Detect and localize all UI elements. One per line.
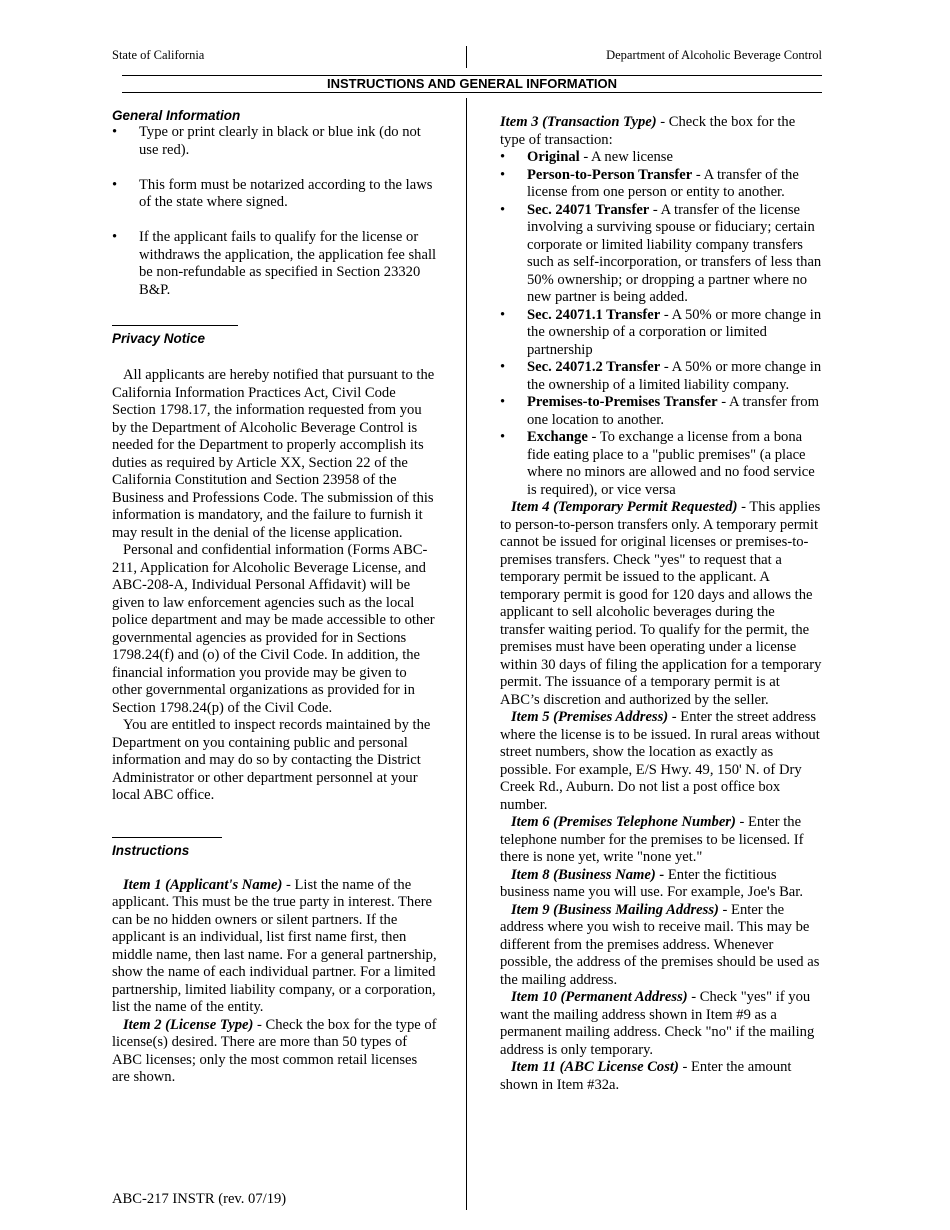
section-rule [112, 325, 238, 326]
section-rule [112, 837, 222, 838]
transaction-person-to-person: • Person-to-Person Transfer - A transfer of the license from one person or entity to another. [500, 166, 799, 200]
header-state: State of California [112, 48, 205, 62]
item-5: Item 5 (Premises Address) - Enter the street address where the license is to be issued. In rural areas without street numbers, show the location as exactly as possible. For example, E/S Hwy. 49, 150' N. of Dry Creek Rd., Auburn. Do not list a post office box number. [500, 709, 820, 813]
transaction-24071-2: • Sec. 24071.2 Transfer - A 50% or more change in the ownership of a limited liability company. [500, 359, 822, 393]
transaction-24071: • Sec. 24071 Transfer - A transfer of the license involving a surviving spouse or fiduciary; certain corporate or limited liability company transfers such as self-incorporation, or transfers of less than 50% ownership; or dropping a partner where no new partner is being added. [500, 201, 822, 305]
privacy-heading: Privacy Notice [112, 331, 206, 346]
right-column [500, 114, 822, 1094]
transaction-exchange: • Exchange - To exchange a license from a bona fide eating place to a "public premises" (a place where no minors are allowed and no food service is required), or vice versa [500, 429, 815, 498]
item-2: Item 2 (License Type) - Check the box for the type of license(s) desired. There are more than 50 types of ABC licenses; only the most common retail licenses are shown. [112, 1016, 437, 1085]
privacy-paragraph-3: You are entitled to inspect records maintained by the Department on you containing public and personal information and may do so by contacting the District Administrator or other department personnel at your local ABC office. [112, 717, 431, 803]
transaction-premises-to-premises: • Premises-to-Premises Transfer - A transfer from one location to another. [500, 394, 819, 428]
general-bullet-2: • This form must be notarized according to the laws of the state where signed. [112, 176, 433, 210]
general-info-heading: General Information [112, 108, 241, 123]
general-bullet-1: • Type or print clearly in black or blue ink (do not use red). [112, 124, 421, 158]
item-3: Item 3 (Transaction Type) - Check the box for the type of transaction: [500, 114, 796, 148]
general-bullet-3: • If the applicant fails to qualify for the license or withdraws the application, the application fee shall be non-refundable as specified in Section 23320 B&P. [112, 229, 437, 298]
page-title: INSTRUCTIONS AND GENERAL INFORMATION [122, 75, 822, 93]
transaction-original: • Original - A new license [500, 149, 673, 165]
form-number-footer: ABC-217 INSTR (rev. 07/19) [112, 1191, 287, 1207]
item-11: Item 11 (ABC License Cost) - Enter the amount shown in Item #32a. [500, 1059, 792, 1093]
item-6: Item 6 (Premises Telephone Number) - Enter the telephone number for the premises to be licensed. If there is none yet, write "none yet." [500, 814, 804, 865]
instructions-heading: Instructions [112, 842, 190, 858]
header-department: Department of Alcoholic Beverage Control [606, 48, 822, 62]
item-4: Item 4 (Temporary Permit Requested) - This applies to person-to-person transfers only. A temporary permit cannot be issued for original licenses or premises-to-premises transfers. Check "yes" to request that a temporary permit be issued to the applicant. A temporary permit is good for 120 days and allows the applicant to sell alcoholic beverages during the transfer waiting period. To qualify for the permit, the premises must have been operating under a license within 30 days of filing the application for a temporary permit. The issuance of a temporary permit is at ABC’s discretion and authorized by the seller. [500, 499, 822, 708]
column-divider [466, 98, 467, 1210]
privacy-paragraph-2: Personal and confidential information (Forms ABC-211, Application for Alcoholic Beverage License, and ABC-208-A, Individual Personal Affidavit) will be given to law enforcement agencies such as the local police department and may be made accessible to other governmental agencies as provided for in Sections 1798.24(f) and (o) of the Civil Code. In addition, the financial information you provide may be given to other governmental organizations as provided for in Section 1798.24(p) of the Civil Code. [112, 542, 435, 716]
privacy-paragraph-1: All applicants are hereby notified that pursuant to the California Information Practices Act, Civil Code Section 1798.17, the information requested from you by the Department of Alcoholic Beverage Control is needed for the Department to properly accomplish its duties as required by Article XX, Section 22 of the California Constitution and Section 23958 of the Business and Professions Code. The submission of this information is mandatory, and the failure to furnish it may result in the denial of the license application. [112, 367, 435, 541]
item-9: Item 9 (Business Mailing Address) - Enter the address where you wish to receive mail. This may be different from the premises address. Whenever possible, the address of the premises should be used as the mailing address. [500, 901, 820, 988]
transaction-24071-1: • Sec. 24071.1 Transfer - A 50% or more change in the ownership of a corporation or limited partnership [500, 306, 822, 358]
left-column [112, 108, 438, 1087]
item-10: Item 10 (Permanent Address) - Check "yes" if you want the mailing address shown in Item #9 as a permanent mailing address. Check "no" if the mailing address is only temporary. [500, 989, 815, 1058]
item-8: Item 8 (Business Name) - Enter the fictitious business name you will use. For example, Joe's Bar. [500, 866, 803, 900]
header-divider [466, 46, 467, 68]
item-1: Item 1 (Applicant's Name) - List the name of the applicant. This must be the true party in interest. There can be no hidden owners or silent partners. If the applicant is an individual, list first name first, then middle name, then last name. For a general partnership, show the name of each individual partner. For a limited partnership, limited liability company, or a corporation, list the name of the entity. [112, 876, 437, 1015]
